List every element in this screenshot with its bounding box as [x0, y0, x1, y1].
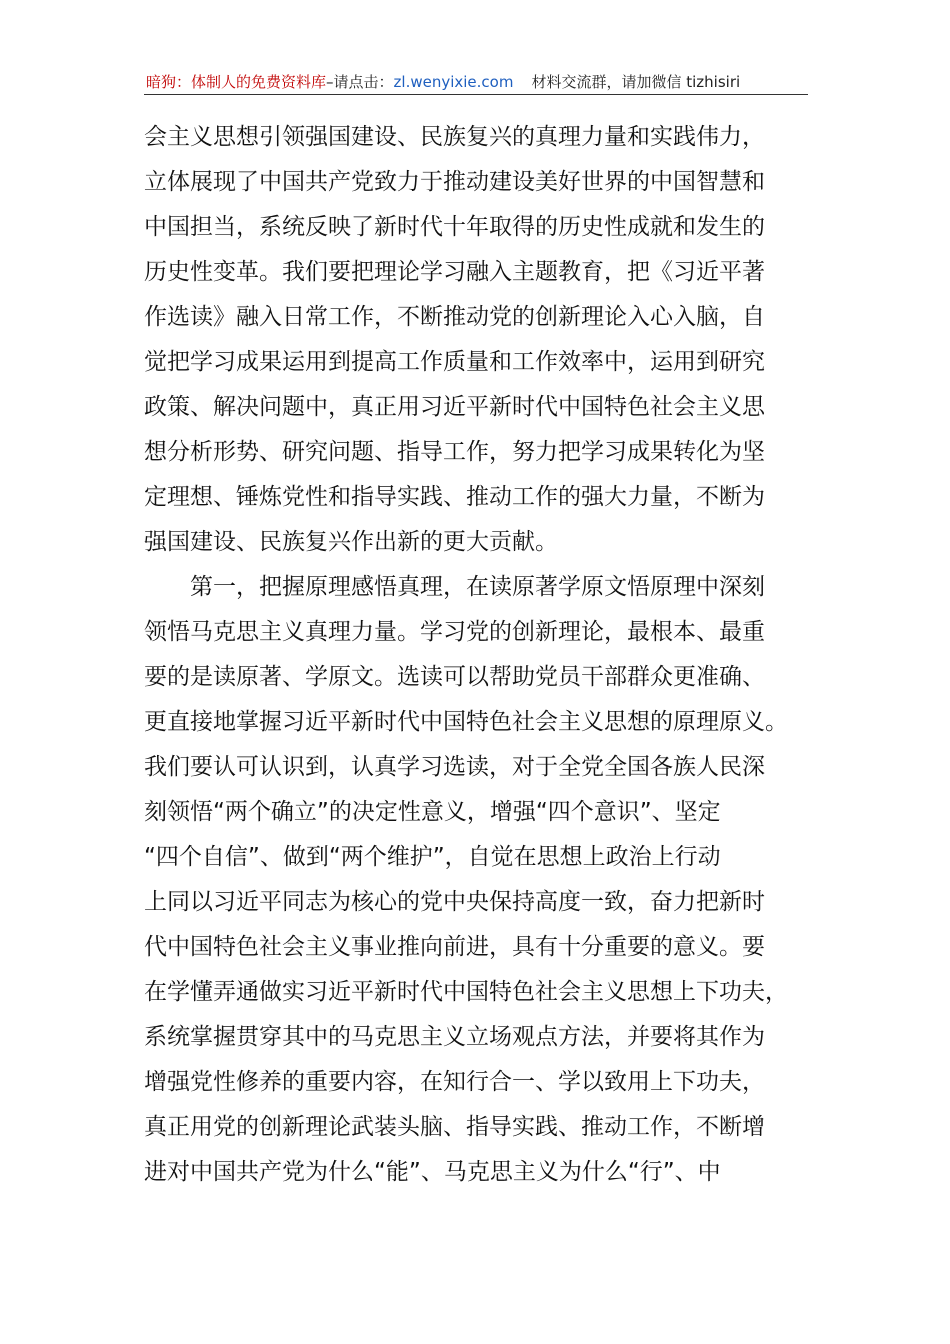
body-line: 觉把学习成果运用到提高工作质量和工作效率中，运用到研究	[144, 349, 765, 375]
header-contact: 材料交流群，请加微信 tizhisiri	[531, 73, 741, 91]
body-line: 要的是读原著、学原文。选读可以帮助党员干部群众更准确、	[144, 664, 765, 690]
body-line: 会主义思想引领强国建设、民族复兴的真理力量和实践伟力，	[144, 124, 765, 150]
document-body	[144, 115, 810, 1195]
header-prompt: –请点击：	[326, 73, 394, 91]
body-line: 强国建设、民族复兴作出新的更大贡献。	[144, 529, 558, 555]
body-line: 定理想、锤炼党性和指导实践、推动工作的强大力量，不断为	[144, 484, 765, 510]
body-line: 作选读》融入日常工作，不断推动党的创新理论入心入脑，自	[144, 304, 765, 330]
body-line: 刻领悟“两个确立”的决定性意义，增强“四个意识”、坚定	[144, 799, 721, 825]
page-header	[146, 70, 806, 94]
body-line: 想分析形势、研究问题、指导工作，努力把学习成果转化为坚	[144, 439, 765, 465]
body-line: “四个自信”、做到“两个维护”，自觉在思想上政治上行动	[144, 844, 721, 870]
body-line: 真正用党的创新理论武装头脑、指导实践、推动工作，不断增	[144, 1114, 765, 1140]
body-line: 上同以习近平同志为核心的党中央保持高度一致，奋力把新时	[144, 889, 765, 915]
body-line: 更直接地掌握习近平新时代中国特色社会主义思想的原理原义。	[144, 709, 788, 735]
body-line: 在学懂弄通做实习近平新时代中国特色社会主义思想上下功夫，	[144, 979, 788, 1005]
body-line: 增强党性修养的重要内容，在知行合一、学以致用上下功夫，	[144, 1069, 765, 1095]
paragraph-first-line: 第一，把握原理感悟真理，在读原著学原文悟原理中深刻	[190, 574, 765, 600]
body-line: 政策、解决问题中，真正用习近平新时代中国特色社会主义思	[144, 394, 765, 420]
body-line: 系统掌握贯穿其中的马克思主义立场观点方法，并要将其作为	[144, 1024, 765, 1050]
header-link[interactable]: zl.wenyixie.com	[393, 73, 514, 91]
body-line: 立体展现了中国共产党致力于推动建设美好世界的中国智慧和	[144, 169, 765, 195]
header-brand: 暗狗：体制人的免费资料库	[146, 73, 327, 91]
body-line: 中国担当，系统反映了新时代十年取得的历史性成就和发生的	[144, 214, 765, 240]
body-line: 历史性变革。我们要把理论学习融入主题教育，把《习近平著	[144, 259, 765, 285]
body-line: 进对中国共产党为什么“能”、马克思主义为什么“行”、中	[144, 1159, 721, 1185]
body-line: 代中国特色社会主义事业推向前进，具有十分重要的意义。要	[144, 934, 765, 960]
header-divider	[144, 94, 808, 95]
body-line: 我们要认可认识到，认真学习选读，对于全党全国各族人民深	[144, 754, 765, 780]
body-line: 领悟马克思主义真理力量。学习党的创新理论，最根本、最重	[144, 619, 765, 645]
